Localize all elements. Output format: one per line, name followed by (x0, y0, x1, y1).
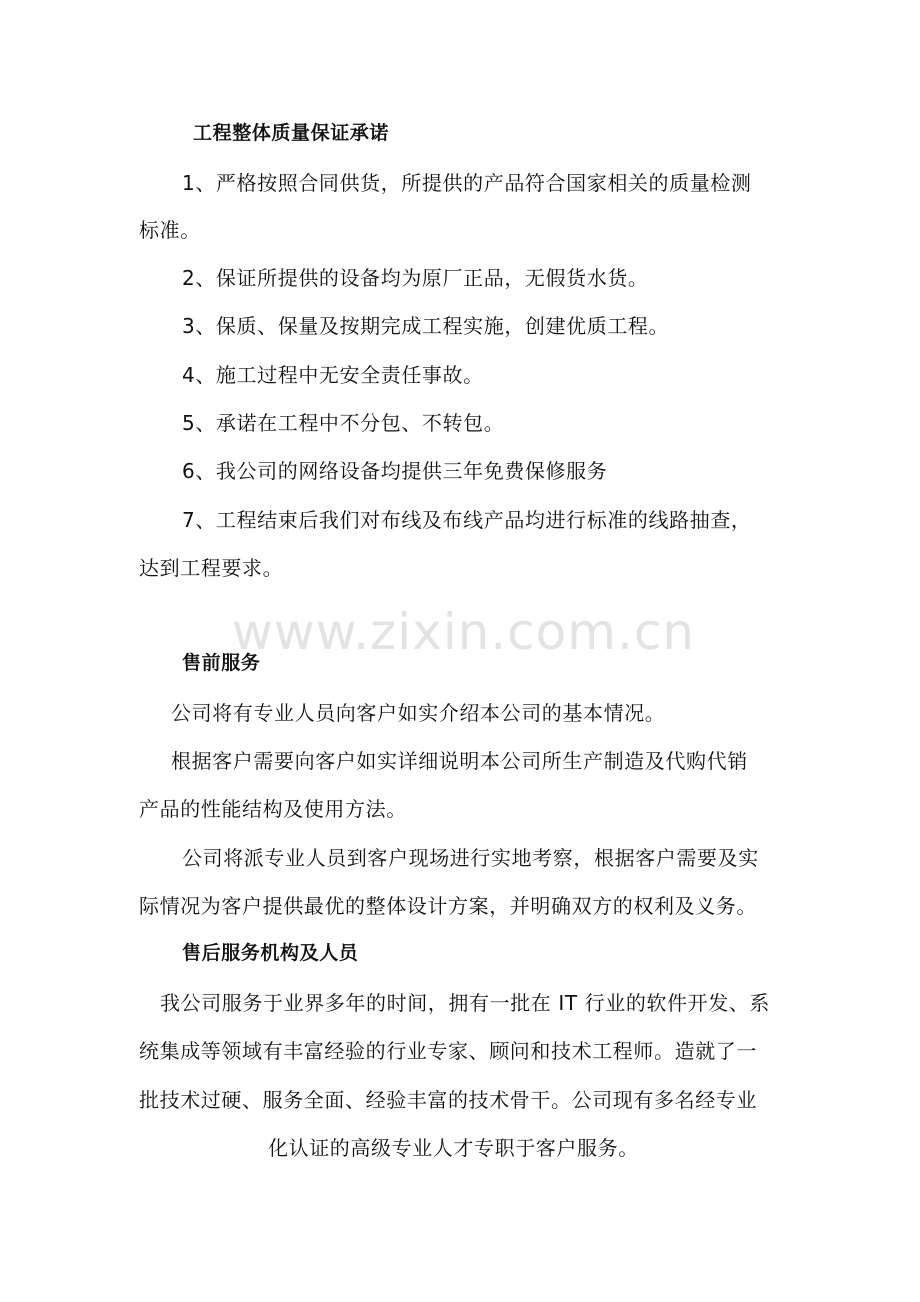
commitment-item-7: 7、工程结束后我们对布线及布线产品均进行标准的线路抽查， (182, 508, 752, 532)
aftersales-line-4: 化认证的高级专业人才专职于客户服务。 (268, 1136, 639, 1160)
section-title-presales: 售前服务 (182, 652, 261, 674)
commitment-item-1: 1、严格按照合同供货，所提供的产品符合国家相关的质量检测 (182, 171, 752, 195)
section-title-aftersales: 售后服务机构及人员 (182, 942, 359, 964)
presales-line-3: 公司将派专业人员到客户现场进行实地考察，根据客户需要及实 (182, 846, 759, 870)
presales-line-2-cont: 产品的性能结构及使用方法。 (139, 797, 407, 821)
commitment-item-6: 6、我公司的网络设备均提供三年免费保修服务 (182, 459, 608, 483)
aftersales-line-2: 统集成等领域有丰富经验的行业专家、顾问和技术工程师。造就了一 (139, 1039, 757, 1063)
commitment-item-2: 2、保证所提供的设备均为原厂正品，无假货水货。 (182, 266, 649, 290)
aftersales-line-1: 我公司服务于业界多年的时间，拥有一批在 IT 行业的软件开发、系 (160, 991, 771, 1015)
watermark: www.zixin.com.cn (232, 603, 696, 661)
aftersales-line-3: 批技术过硬、服务全面、经验丰富的技术骨干。公司现有多名经专业 (139, 1088, 757, 1112)
commitment-item-3: 3、保质、保量及按期完成工程实施，创建优质工程。 (182, 314, 670, 338)
presales-line-2: 根据客户需要向客户如实详细说明本公司所生产制造及代购代销 (171, 749, 748, 773)
section-title-quality-commitment: 工程整体质量保证承诺 (193, 122, 390, 144)
commitment-item-4: 4、施工过程中无安全责任事故。 (182, 363, 484, 387)
presales-line-1: 公司将有专业人员向客户如实介绍本公司的基本情况。 (171, 701, 666, 725)
presales-line-3-cont: 际情况为客户提供最优的整体设计方案，并明确双方的权利及义务。 (139, 894, 757, 918)
commitment-item-5: 5、承诺在工程中不分包、不转包。 (182, 411, 505, 435)
commitment-item-1-cont: 标准。 (139, 218, 201, 242)
commitment-item-7-cont: 达到工程要求。 (139, 556, 284, 580)
